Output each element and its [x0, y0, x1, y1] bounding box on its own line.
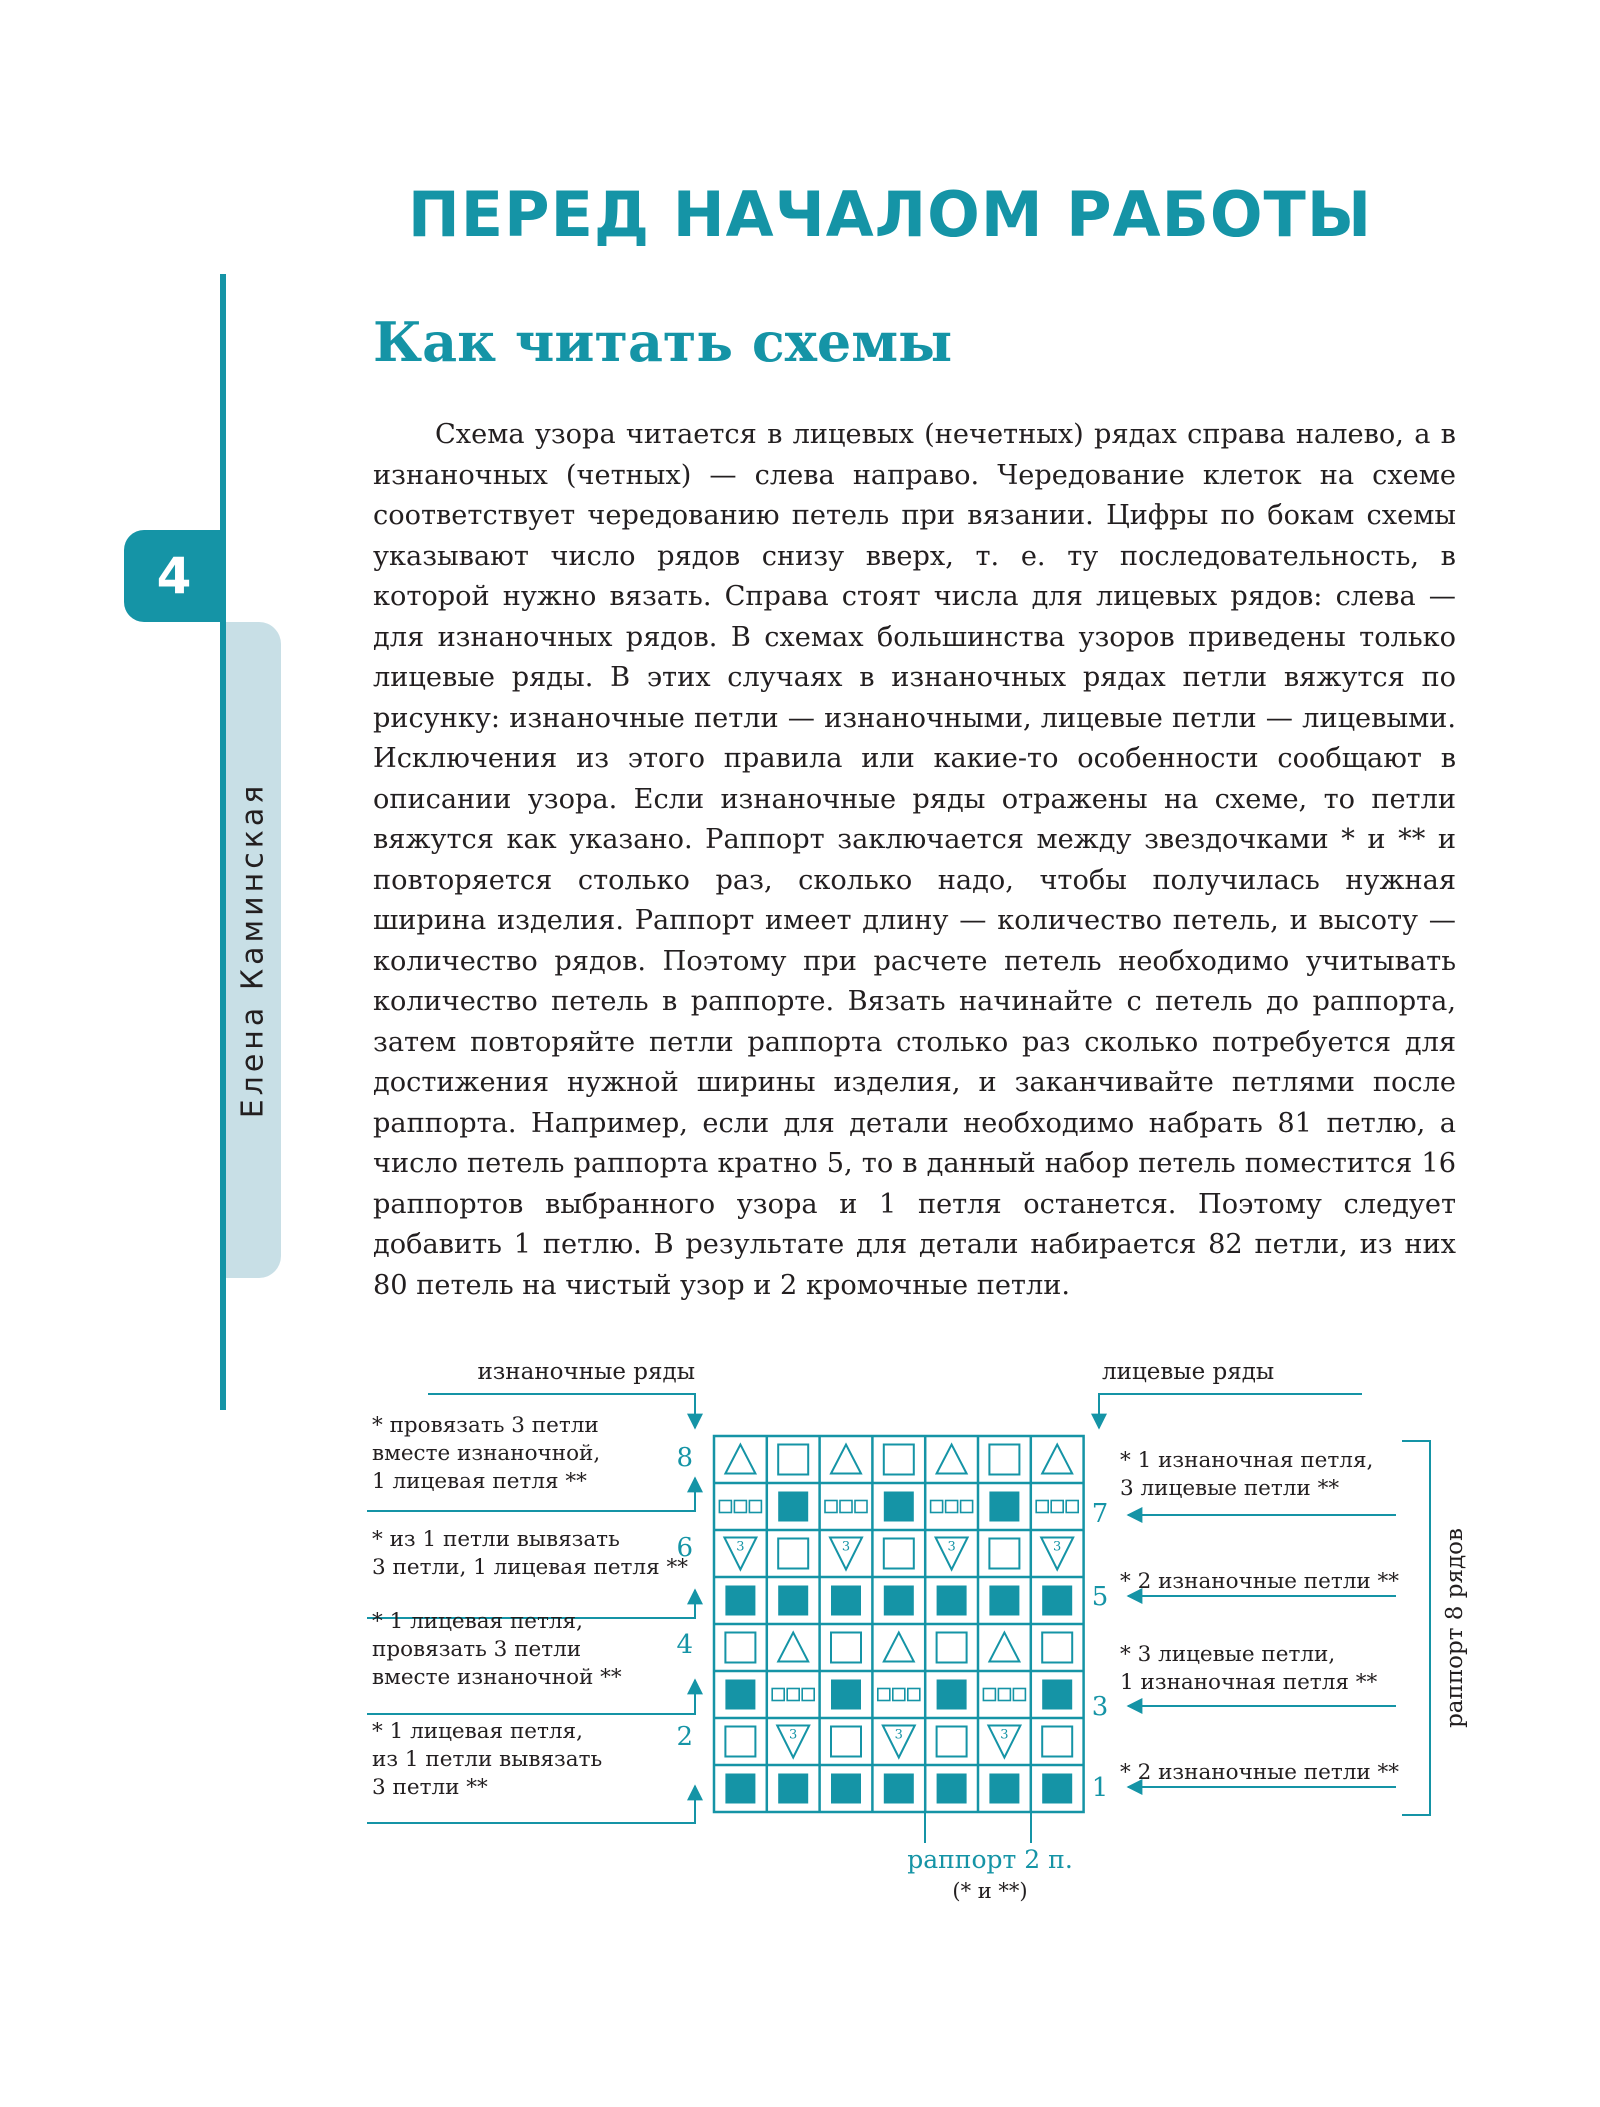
- purl-stitch-symbol: [1042, 1774, 1072, 1804]
- page-number: 4: [124, 530, 224, 622]
- knit-stitch-symbol: [884, 1539, 914, 1569]
- small-stitch-symbol: [1036, 1501, 1048, 1513]
- knit-stitch-symbol: [937, 1727, 967, 1757]
- knit-stitch-symbol: [725, 1633, 755, 1663]
- purl-stitch-symbol: [937, 1680, 967, 1710]
- small-stitch-symbol: [1066, 1501, 1078, 1513]
- increase-count: 3: [789, 1727, 798, 1743]
- left-note-line: из 1 петли вывязать: [372, 1747, 603, 1772]
- knit-stitch-symbol: [831, 1633, 861, 1663]
- knit-stitch-symbol: [1042, 1633, 1072, 1663]
- row-number-left: 6: [676, 1533, 693, 1563]
- knit-stitch-symbol: [778, 1539, 808, 1569]
- row-number-left: 8: [676, 1443, 693, 1473]
- left-note-line: * 1 лицевая петля,: [372, 1609, 583, 1634]
- purl-stitch-symbol: [831, 1774, 861, 1804]
- small-stitch-symbol: [1051, 1501, 1063, 1513]
- small-stitch-symbol: [1013, 1689, 1025, 1701]
- knit-stitch-symbol: [989, 1445, 1019, 1475]
- left-note-line: 3 петли, 1 лицевая петля **: [372, 1555, 688, 1580]
- purl-stitch-symbol: [725, 1586, 755, 1616]
- purl-stitch-symbol: [778, 1586, 808, 1616]
- rapport-stitch-sub: (* и **): [952, 1879, 1028, 1903]
- left-note-line: * провязать 3 петли: [372, 1413, 599, 1438]
- right-note-line: * 2 изнаночные петли **: [1120, 1569, 1400, 1594]
- knit-stitch-symbol: [831, 1727, 861, 1757]
- decrease-symbol: [937, 1445, 967, 1474]
- increase-count: 3: [1000, 1727, 1009, 1743]
- left-note-line: вместе изнаночной **: [372, 1665, 622, 1690]
- left-note-line: 3 петли **: [372, 1775, 488, 1800]
- small-stitch-symbol: [840, 1501, 852, 1513]
- left-note-line: вместе изнаночной,: [372, 1441, 601, 1466]
- small-stitch-symbol: [855, 1501, 867, 1513]
- purl-stitch-symbol: [1042, 1680, 1072, 1710]
- purl-stitch-symbol: [725, 1774, 755, 1804]
- left-note-line: * 1 лицевая петля,: [372, 1719, 583, 1744]
- purl-stitch-symbol: [725, 1680, 755, 1710]
- right-side-label: лицевые ряды: [1102, 1359, 1275, 1385]
- author-name: Елена Каминская: [235, 781, 271, 1119]
- small-stitch-symbol: [908, 1689, 920, 1701]
- decrease-symbol: [831, 1445, 861, 1474]
- decrease-symbol: [725, 1445, 755, 1474]
- knit-stitch-symbol: [1042, 1727, 1072, 1757]
- row-number-right: 5: [1091, 1582, 1109, 1612]
- increase-count: 3: [894, 1727, 903, 1743]
- increase-count: 3: [736, 1539, 745, 1555]
- row-number-left: 4: [676, 1630, 693, 1660]
- purl-stitch-symbol: [937, 1586, 967, 1616]
- knit-stitch-symbol: [884, 1445, 914, 1475]
- purl-stitch-symbol: [989, 1586, 1019, 1616]
- purl-stitch-symbol: [831, 1586, 861, 1616]
- purl-stitch-symbol: [989, 1774, 1019, 1804]
- section-title: Как читать схемы: [373, 310, 953, 374]
- decrease-symbol: [989, 1633, 1019, 1662]
- purl-stitch-symbol: [989, 1492, 1019, 1522]
- purl-stitch-symbol: [1042, 1586, 1072, 1616]
- chapter-title: ПЕРЕД НАЧАЛОМ РАБОТЫ: [407, 178, 1373, 251]
- increase-count: 3: [841, 1539, 851, 1555]
- row-number-left: 2: [676, 1722, 693, 1752]
- small-stitch-symbol: [946, 1501, 958, 1513]
- right-note-line: * 2 изнаночные петли **: [1120, 1760, 1400, 1785]
- small-stitch-symbol: [772, 1689, 784, 1701]
- row-number-right: 1: [1091, 1773, 1109, 1803]
- small-stitch-symbol: [787, 1689, 799, 1701]
- wrong-side-label: изнаночные ряды: [477, 1359, 695, 1385]
- purl-stitch-symbol: [778, 1492, 808, 1522]
- rapport-stitch-label: раппорт 2 п.: [907, 1845, 1073, 1874]
- right-note-line: * 1 изнаночная петля,: [1120, 1448, 1374, 1473]
- right-note-line: 1 изнаночная петля **: [1120, 1670, 1378, 1695]
- small-stitch-symbol: [802, 1689, 814, 1701]
- right-note-line: 3 лицевые петли **: [1120, 1476, 1340, 1501]
- increase-count: 3: [947, 1539, 956, 1555]
- decrease-symbol: [778, 1633, 808, 1662]
- left-note-line: * из 1 петли вывязать: [372, 1527, 620, 1552]
- small-stitch-symbol: [878, 1689, 890, 1701]
- left-note-line: 1 лицевая петля **: [372, 1469, 587, 1494]
- small-stitch-symbol: [893, 1689, 905, 1701]
- purl-stitch-symbol: [884, 1774, 914, 1804]
- small-stitch-symbol: [998, 1689, 1010, 1701]
- small-stitch-symbol: [931, 1501, 943, 1513]
- knit-stitch-symbol: [725, 1727, 755, 1757]
- small-stitch-symbol: [734, 1501, 746, 1513]
- knit-stitch-symbol: [778, 1445, 808, 1475]
- increase-count: 3: [1053, 1539, 1062, 1555]
- left-note-line: провязать 3 петли: [372, 1637, 582, 1662]
- purl-stitch-symbol: [778, 1774, 808, 1804]
- small-stitch-symbol: [749, 1501, 761, 1513]
- purl-stitch-symbol: [884, 1586, 914, 1616]
- knit-stitch-symbol: [937, 1633, 967, 1663]
- small-stitch-symbol: [983, 1689, 995, 1701]
- row-number-right: 7: [1091, 1499, 1109, 1529]
- body-paragraph: Схема узора читается в лицевых (нечетных) рядах справа налево, а в изнаночных (четных) — слева направо. Чередование клеток на схеме соответствует чередованию петель при вязании. Цифры по бокам схемы указывают число рядов снизу вверх, т. е. ту последовательность, в которой нужно вязать. Справа стоят числа для лицевых рядов: слева — для изнаночных рядов. В схемах большинства узоров приведены только лицевые ряды. В этих случаях в изнаночных рядах петли вяжутся по рисунку: изнаночные петли — изнаночными, лицевые петли — лицевыми. Исключения из этого правила или какие-то особенности сообщают в описании узора. Если изнаночные ряды отражены на схеме, то петли вяжутся как указано. Раппорт заключается между звездочками * и ** и повторяется столько раз, сколько надо, чтобы получилась нужная ширина изделия. Раппорт имеет длину — количество петель, и высоту — количество рядов. Поэтому при расчете петель необходимо учитывать количество петель в раппорте. Вязать начинайте с петель до раппорта, затем повторяйте петли раппорта столько раз сколько потребуется для достижения нужной ширины изделия, и заканчивайте петлями после раппорта. Например, если для детали необходимо набрать 81 петлю, а число петель раппорта кратно 5, то в данный набор петель поместится 16 раппортов выбранного узора и 1 петля останется. Поэтому следует добавить 1 петлю. В результате для детали набирается 82 петли, из них 80 петель на чистый узор и 2 кромочные петли.: [373, 419, 1456, 1301]
- row-number-right: 3: [1091, 1692, 1109, 1722]
- decrease-symbol: [1042, 1445, 1072, 1474]
- right-note-line: * 3 лицевые петли,: [1120, 1642, 1336, 1667]
- purl-stitch-symbol: [831, 1680, 861, 1710]
- small-stitch-symbol: [961, 1501, 973, 1513]
- knit-stitch-symbol: [989, 1539, 1019, 1569]
- purl-stitch-symbol: [937, 1774, 967, 1804]
- decrease-symbol: [884, 1633, 914, 1662]
- purl-stitch-symbol: [884, 1492, 914, 1522]
- small-stitch-symbol: [719, 1501, 731, 1513]
- rapport-rows-label: раппорт 8 рядов: [1442, 1528, 1468, 1728]
- small-stitch-symbol: [825, 1501, 837, 1513]
